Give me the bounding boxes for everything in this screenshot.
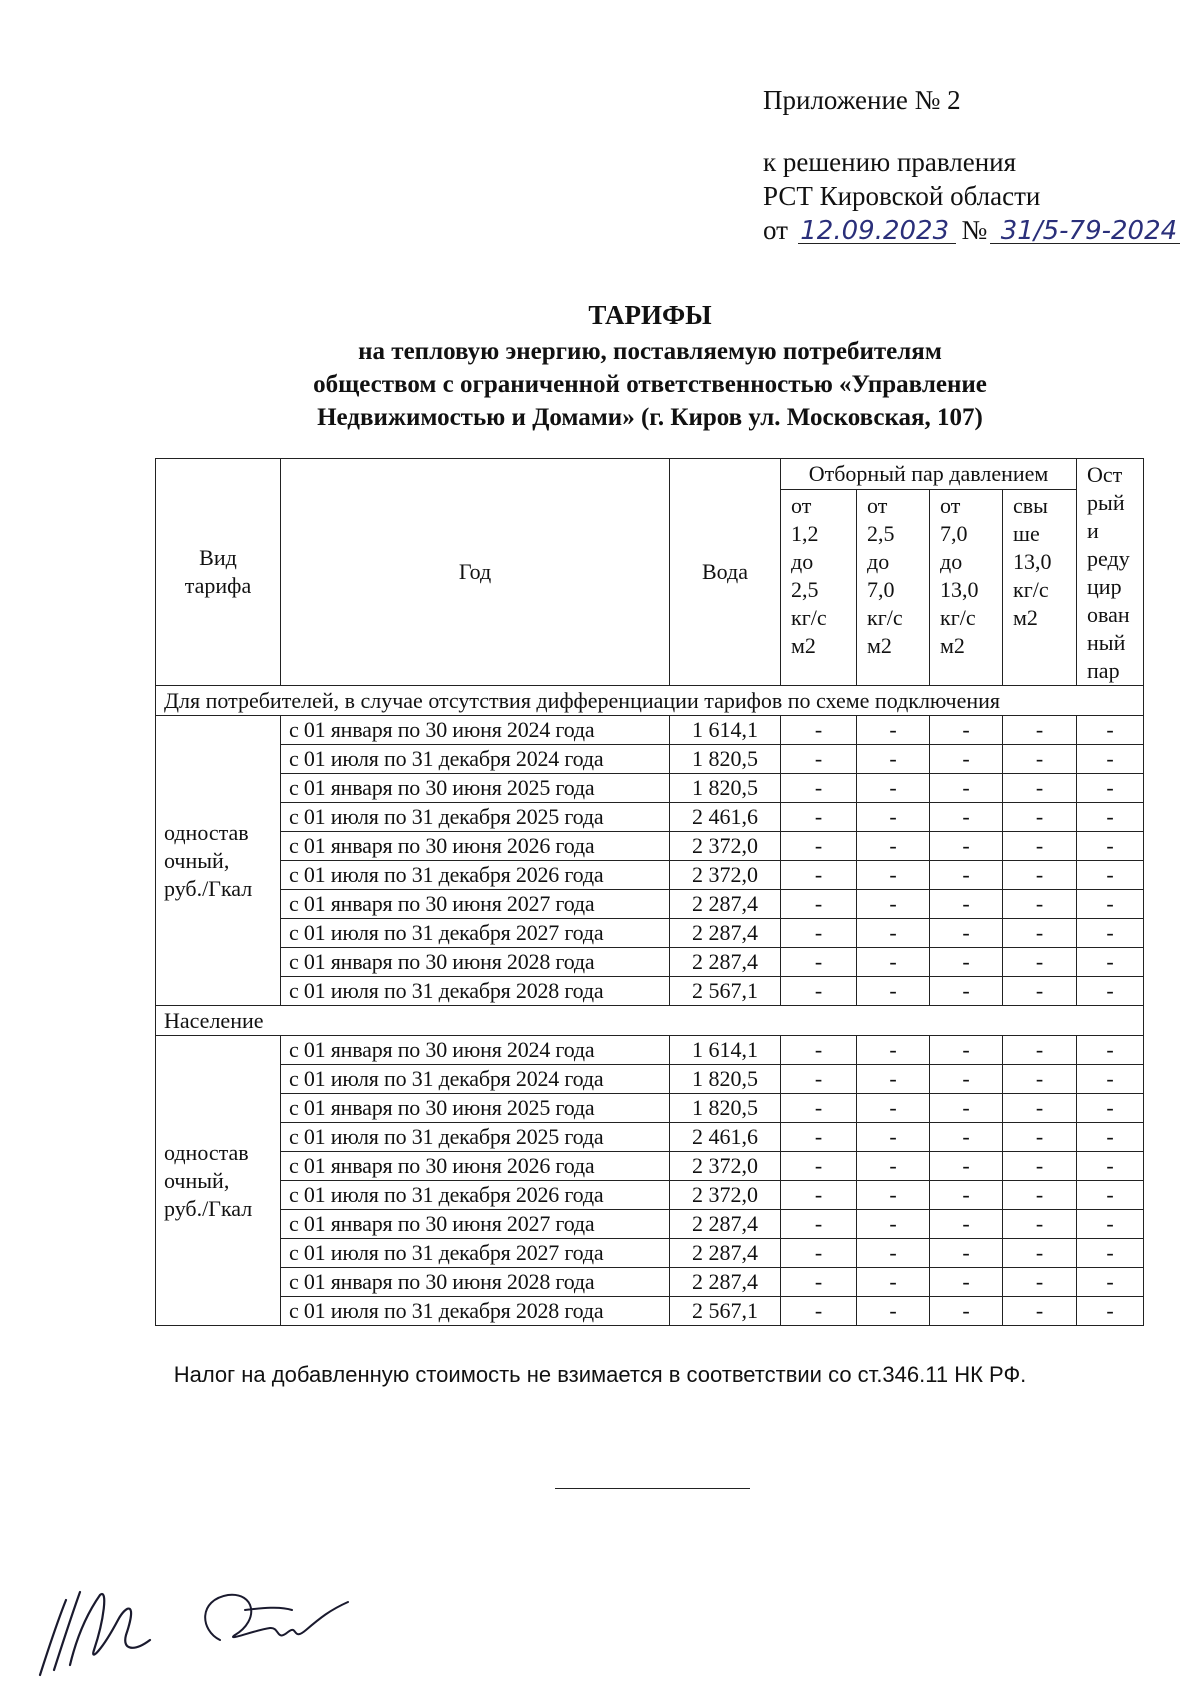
empty-tariff-cell: - — [1077, 1036, 1144, 1065]
empty-tariff-cell: - — [857, 1268, 930, 1297]
section-row — [156, 686, 1144, 716]
table-row — [156, 1239, 1144, 1268]
empty-tariff-cell: - — [930, 1181, 1003, 1210]
water-tariff-cell: 1 820,5 — [670, 774, 781, 803]
empty-tariff-cell: - — [781, 919, 857, 948]
water-tariff-cell: 2 567,1 — [670, 977, 781, 1006]
header-sharp-steam: Ост рый и реду цир ован ный пар — [1077, 459, 1144, 686]
empty-tariff-cell: - — [1003, 977, 1077, 1006]
header-row-1 — [156, 459, 1144, 490]
water-tariff-cell: 2 461,6 — [670, 1123, 781, 1152]
handwritten-number: 31/5-79-2024 — [1000, 216, 1178, 246]
period-cell: с 01 января по 30 июня 2026 года — [281, 832, 670, 861]
document-title: ТАРИФЫ — [588, 300, 712, 330]
empty-tariff-cell: - — [930, 803, 1003, 832]
empty-tariff-cell: - — [1003, 774, 1077, 803]
empty-tariff-cell: - — [857, 745, 930, 774]
empty-tariff-cell: - — [930, 919, 1003, 948]
table-row — [156, 1094, 1144, 1123]
empty-tariff-cell: - — [781, 716, 857, 745]
empty-tariff-cell: - — [781, 832, 857, 861]
empty-tariff-cell: - — [781, 803, 857, 832]
closing-rule — [555, 1488, 750, 1489]
empty-tariff-cell: - — [930, 1297, 1003, 1326]
empty-tariff-cell: - — [857, 919, 930, 948]
table-row — [156, 774, 1144, 803]
empty-tariff-cell: - — [930, 774, 1003, 803]
period-cell: с 01 января по 30 июня 2027 года — [281, 1210, 670, 1239]
empty-tariff-cell: - — [1003, 861, 1077, 890]
empty-tariff-cell: - — [1077, 832, 1144, 861]
section-title: Для потребителей, в случае отсутствия дифференциации тарифов по схеме подключения — [156, 686, 1144, 716]
period-cell: с 01 января по 30 июня 2028 года — [281, 1268, 670, 1297]
period-cell: с 01 июля по 31 декабря 2026 года — [281, 861, 670, 890]
header-steam-2-5-7: от 2,5 до 7,0 кг/с м2 — [857, 490, 930, 686]
header-steam-over-13: свы ше 13,0 кг/с м2 — [1003, 490, 1077, 686]
section-row — [156, 1006, 1144, 1036]
title-line-1: на тепловую энергию, поставляемую потребителям — [358, 338, 942, 365]
empty-tariff-cell: - — [857, 803, 930, 832]
water-tariff-cell: 1 820,5 — [670, 745, 781, 774]
empty-tariff-cell: - — [930, 1239, 1003, 1268]
header-steam-7-13: от 7,0 до 13,0 кг/с м2 — [930, 490, 1003, 686]
period-cell: с 01 июля по 31 декабря 2024 года — [281, 745, 670, 774]
empty-tariff-cell: - — [1003, 1297, 1077, 1326]
water-tariff-cell: 2 372,0 — [670, 832, 781, 861]
empty-tariff-cell: - — [1003, 1268, 1077, 1297]
empty-tariff-cell: - — [930, 1123, 1003, 1152]
period-cell: с 01 июля по 31 декабря 2025 года — [281, 1123, 670, 1152]
empty-tariff-cell: - — [781, 890, 857, 919]
empty-tariff-cell: - — [930, 1210, 1003, 1239]
tariff-kind: одностав очный, руб./Гкал — [156, 716, 281, 1006]
empty-tariff-cell: - — [1003, 803, 1077, 832]
water-tariff-cell: 1 820,5 — [670, 1065, 781, 1094]
empty-tariff-cell: - — [930, 716, 1003, 745]
empty-tariff-cell: - — [1003, 1036, 1077, 1065]
table-row — [156, 919, 1144, 948]
empty-tariff-cell: - — [1077, 803, 1144, 832]
empty-tariff-cell: - — [1003, 745, 1077, 774]
empty-tariff-cell: - — [781, 1036, 857, 1065]
empty-tariff-cell: - — [781, 1239, 857, 1268]
handwritten-date: 12.09.2023 — [800, 216, 950, 246]
empty-tariff-cell: - — [1003, 919, 1077, 948]
signature-1-icon — [40, 1592, 150, 1675]
empty-tariff-cell: - — [857, 1181, 930, 1210]
water-tariff-cell: 2 287,4 — [670, 890, 781, 919]
empty-tariff-cell: - — [781, 1268, 857, 1297]
empty-tariff-cell: - — [781, 1181, 857, 1210]
table-row — [156, 1268, 1144, 1297]
empty-tariff-cell: - — [857, 1094, 930, 1123]
empty-tariff-cell: - — [1077, 1268, 1144, 1297]
period-cell: с 01 июля по 31 декабря 2027 года — [281, 919, 670, 948]
empty-tariff-cell: - — [1077, 1210, 1144, 1239]
table-row — [156, 1152, 1144, 1181]
empty-tariff-cell: - — [1077, 1297, 1144, 1326]
water-tariff-cell: 2 287,4 — [670, 919, 781, 948]
appendix-authority-line: РСТ Кировской области — [763, 181, 1041, 211]
table-row — [156, 890, 1144, 919]
appendix-label: Приложение № 2 — [763, 85, 961, 115]
empty-tariff-cell: - — [930, 1036, 1003, 1065]
water-tariff-cell: 2 567,1 — [670, 1297, 781, 1326]
empty-tariff-cell: - — [1003, 1094, 1077, 1123]
empty-tariff-cell: - — [857, 716, 930, 745]
table-row — [156, 1210, 1144, 1239]
empty-tariff-cell: - — [1003, 832, 1077, 861]
empty-tariff-cell: - — [1003, 1152, 1077, 1181]
empty-tariff-cell: - — [1003, 716, 1077, 745]
empty-tariff-cell: - — [781, 1210, 857, 1239]
water-tariff-cell: 2 372,0 — [670, 1181, 781, 1210]
empty-tariff-cell: - — [930, 890, 1003, 919]
period-cell: с 01 июля по 31 декабря 2027 года — [281, 1239, 670, 1268]
empty-tariff-cell: - — [781, 1094, 857, 1123]
header-year: Год — [281, 459, 670, 686]
empty-tariff-cell: - — [781, 745, 857, 774]
empty-tariff-cell: - — [930, 745, 1003, 774]
empty-tariff-cell: - — [1003, 1181, 1077, 1210]
period-cell: с 01 июля по 31 декабря 2028 года — [281, 977, 670, 1006]
table-row — [156, 861, 1144, 890]
title-line-2: обществом с ограниченной ответственностью «Управление — [313, 371, 987, 398]
empty-tariff-cell: - — [930, 1152, 1003, 1181]
empty-tariff-cell: - — [857, 890, 930, 919]
period-cell: с 01 января по 30 июня 2028 года — [281, 948, 670, 977]
table-row — [156, 1036, 1144, 1065]
empty-tariff-cell: - — [857, 948, 930, 977]
empty-tariff-cell: - — [857, 1297, 930, 1326]
table-row — [156, 745, 1144, 774]
section-title: Население — [156, 1006, 1144, 1036]
empty-tariff-cell: - — [1003, 1210, 1077, 1239]
empty-tariff-cell: - — [857, 832, 930, 861]
empty-tariff-cell: - — [1077, 1094, 1144, 1123]
empty-tariff-cell: - — [781, 977, 857, 1006]
empty-tariff-cell: - — [1003, 890, 1077, 919]
empty-tariff-cell: - — [781, 861, 857, 890]
empty-tariff-cell: - — [857, 1152, 930, 1181]
table-row — [156, 832, 1144, 861]
water-tariff-cell: 1 614,1 — [670, 716, 781, 745]
empty-tariff-cell: - — [930, 861, 1003, 890]
empty-tariff-cell: - — [1077, 774, 1144, 803]
empty-tariff-cell: - — [930, 1094, 1003, 1123]
water-tariff-cell: 2 287,4 — [670, 1268, 781, 1297]
water-tariff-cell: 2 287,4 — [670, 1239, 781, 1268]
period-cell: с 01 января по 30 июня 2024 года — [281, 716, 670, 745]
empty-tariff-cell: - — [781, 1123, 857, 1152]
empty-tariff-cell: - — [1077, 745, 1144, 774]
empty-tariff-cell: - — [857, 1210, 930, 1239]
empty-tariff-cell: - — [1077, 948, 1144, 977]
empty-tariff-cell: - — [1077, 1152, 1144, 1181]
vat-note: Налог на добавленную стоимость не взимается в соответствии со ст.346.11 НК РФ. — [173, 1362, 1027, 1387]
water-tariff-cell: 2 372,0 — [670, 861, 781, 890]
empty-tariff-cell: - — [1003, 1065, 1077, 1094]
empty-tariff-cell: - — [1077, 890, 1144, 919]
empty-tariff-cell: - — [930, 1065, 1003, 1094]
water-tariff-cell: 1 614,1 — [670, 1036, 781, 1065]
appendix-decision-line: к решению правления — [763, 147, 1017, 177]
empty-tariff-cell: - — [1077, 1123, 1144, 1152]
period-cell: с 01 января по 30 июня 2025 года — [281, 774, 670, 803]
empty-tariff-cell: - — [1077, 1239, 1144, 1268]
empty-tariff-cell: - — [1003, 1239, 1077, 1268]
signature-2-icon — [205, 1595, 348, 1640]
empty-tariff-cell: - — [781, 774, 857, 803]
period-cell: с 01 января по 30 июня 2026 года — [281, 1152, 670, 1181]
table-row — [156, 716, 1144, 745]
table-row — [156, 977, 1144, 1006]
empty-tariff-cell: - — [1077, 1181, 1144, 1210]
empty-tariff-cell: - — [781, 1297, 857, 1326]
empty-tariff-cell: - — [857, 1065, 930, 1094]
signatures — [30, 1580, 360, 1690]
table-row — [156, 1181, 1144, 1210]
header-steam-group: Отборный пар давлением — [781, 459, 1077, 490]
empty-tariff-cell: - — [1077, 1065, 1144, 1094]
empty-tariff-cell: - — [781, 948, 857, 977]
empty-tariff-cell: - — [930, 977, 1003, 1006]
table-row — [156, 1065, 1144, 1094]
tariff-kind: одностав очный, руб./Гкал — [156, 1036, 281, 1326]
title-line-3: Недвижимостью и Домами» (г. Киров ул. Московская, 107) — [317, 404, 983, 431]
date-prefix: от — [763, 215, 788, 245]
number-underline — [990, 243, 1180, 244]
water-tariff-cell: 2 461,6 — [670, 803, 781, 832]
empty-tariff-cell: - — [781, 1152, 857, 1181]
empty-tariff-cell: - — [1077, 919, 1144, 948]
empty-tariff-cell: - — [857, 977, 930, 1006]
water-tariff-cell: 2 372,0 — [670, 1152, 781, 1181]
empty-tariff-cell: - — [857, 1123, 930, 1152]
water-tariff-cell: 1 820,5 — [670, 1094, 781, 1123]
period-cell: с 01 июля по 31 декабря 2025 года — [281, 803, 670, 832]
period-cell: с 01 июля по 31 декабря 2024 года — [281, 1065, 670, 1094]
empty-tariff-cell: - — [1077, 716, 1144, 745]
header-water: Вода — [670, 459, 781, 686]
empty-tariff-cell: - — [930, 1268, 1003, 1297]
empty-tariff-cell: - — [930, 948, 1003, 977]
number-prefix: № — [961, 215, 988, 245]
period-cell: с 01 июля по 31 декабря 2026 года — [281, 1181, 670, 1210]
period-cell: с 01 января по 30 июня 2024 года — [281, 1036, 670, 1065]
table-row — [156, 1123, 1144, 1152]
empty-tariff-cell: - — [1003, 1123, 1077, 1152]
empty-tariff-cell: - — [857, 1239, 930, 1268]
period-cell: с 01 января по 30 июня 2027 года — [281, 890, 670, 919]
tariff-table-body — [156, 686, 1144, 1326]
water-tariff-cell: 2 287,4 — [670, 948, 781, 977]
header-kind: Вид тарифа — [156, 459, 281, 686]
table-row — [156, 803, 1144, 832]
empty-tariff-cell: - — [857, 774, 930, 803]
date-underline — [798, 243, 956, 244]
water-tariff-cell: 2 287,4 — [670, 1210, 781, 1239]
empty-tariff-cell: - — [1077, 861, 1144, 890]
empty-tariff-cell: - — [857, 861, 930, 890]
table-row — [156, 948, 1144, 977]
empty-tariff-cell: - — [930, 832, 1003, 861]
period-cell: с 01 января по 30 июня 2025 года — [281, 1094, 670, 1123]
empty-tariff-cell: - — [857, 1036, 930, 1065]
empty-tariff-cell: - — [1003, 948, 1077, 977]
table-row — [156, 1297, 1144, 1326]
period-cell: с 01 июля по 31 декабря 2028 года — [281, 1297, 670, 1326]
empty-tariff-cell: - — [781, 1065, 857, 1094]
header-steam-1-2-5: от 1,2 до 2,5 кг/с м2 — [781, 490, 857, 686]
empty-tariff-cell: - — [1077, 977, 1144, 1006]
tariff-table — [155, 458, 1144, 1326]
